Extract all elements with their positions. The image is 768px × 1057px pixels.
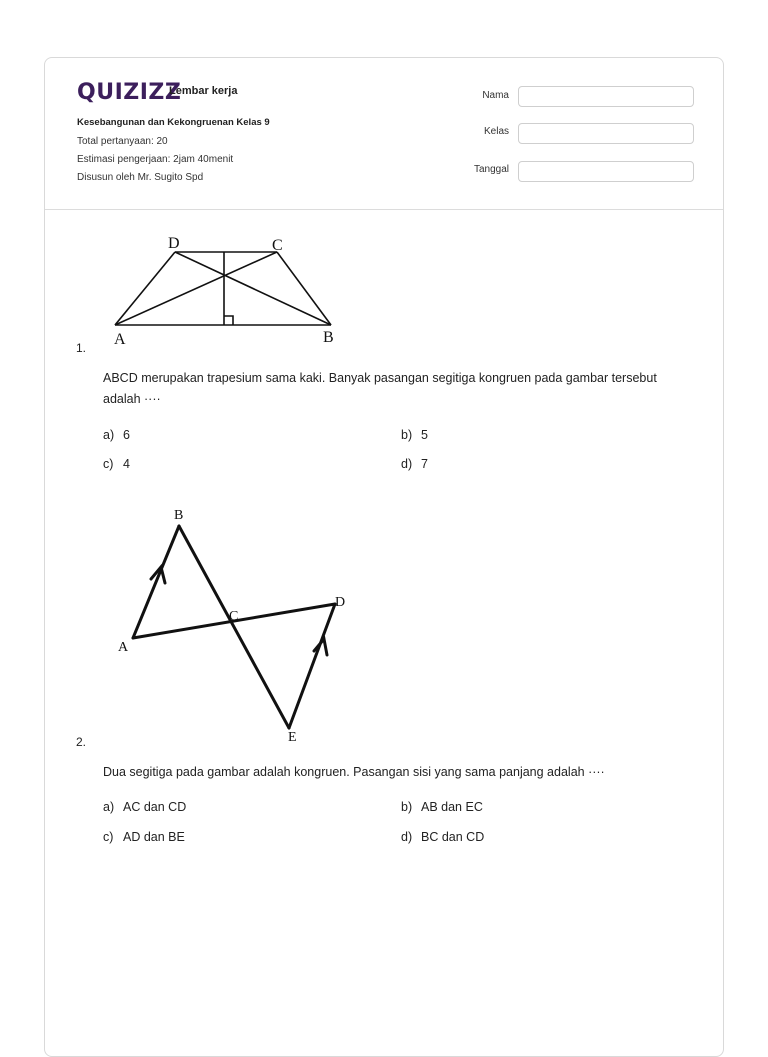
worksheet-title: Kesebangunan dan Kekongruenan Kelas 9 (77, 117, 270, 128)
estimated-time: Estimasi pengerjaan: 2jam 40menit (77, 154, 234, 165)
quizizz-logo: QUIZIZZ (77, 80, 182, 105)
total-questions: Total pertanyaan: 20 (77, 136, 168, 147)
vertex-label-d: D (168, 235, 180, 252)
vertex-label-e: E (288, 730, 297, 745)
question-1-number: 1. (76, 341, 87, 355)
question-2-option-a[interactable]: a) AC dan CD (103, 800, 187, 814)
class-label: Kelas (483, 126, 509, 137)
date-field[interactable] (518, 161, 694, 182)
question-2-number: 2. (76, 735, 87, 749)
name-field[interactable] (518, 86, 694, 107)
author: Disusun oleh Mr. Sugito Spd (77, 172, 204, 183)
vertex-label-d: D (335, 595, 346, 610)
trapezoid-figure (105, 232, 345, 352)
question-1-text: ABCD merupakan trapesium sama kaki. Banyak pasangan segitiga kongruen pada gambar tersebut adalah ···· (103, 371, 657, 406)
vertex-label-a: A (114, 331, 126, 348)
worksheet-page (44, 57, 724, 1057)
doc-type-label: Lembar kerja (169, 85, 238, 97)
worksheet-header (45, 58, 723, 210)
question-2-option-c[interactable]: c) AD dan BE (103, 830, 185, 844)
vertex-label-c: C (229, 609, 239, 624)
question-1-option-b[interactable]: b) 5 (401, 428, 428, 442)
question-2-option-b[interactable]: b) AB dan EC (401, 800, 483, 814)
question-2-text: Dua segitiga pada gambar adalah kongruen. Pasangan sisi yang sama panjang adalah ···· (103, 765, 605, 779)
question-1-option-c[interactable]: c) 4 (103, 457, 130, 471)
vertex-label-b: B (174, 508, 184, 523)
vertex-label-b: B (323, 329, 334, 346)
question-2-option-d[interactable]: d) BC dan CD (401, 830, 485, 844)
question-1-option-d[interactable]: d) 7 (401, 457, 428, 471)
date-label: Tanggal (473, 164, 509, 175)
vertex-label-a: A (118, 640, 129, 655)
name-label: Nama (482, 90, 509, 101)
vertex-label-c: C (272, 237, 283, 254)
question-1-option-a[interactable]: a) 6 (103, 428, 130, 442)
congruent-triangles-figure (111, 504, 371, 754)
class-field[interactable] (518, 123, 694, 144)
